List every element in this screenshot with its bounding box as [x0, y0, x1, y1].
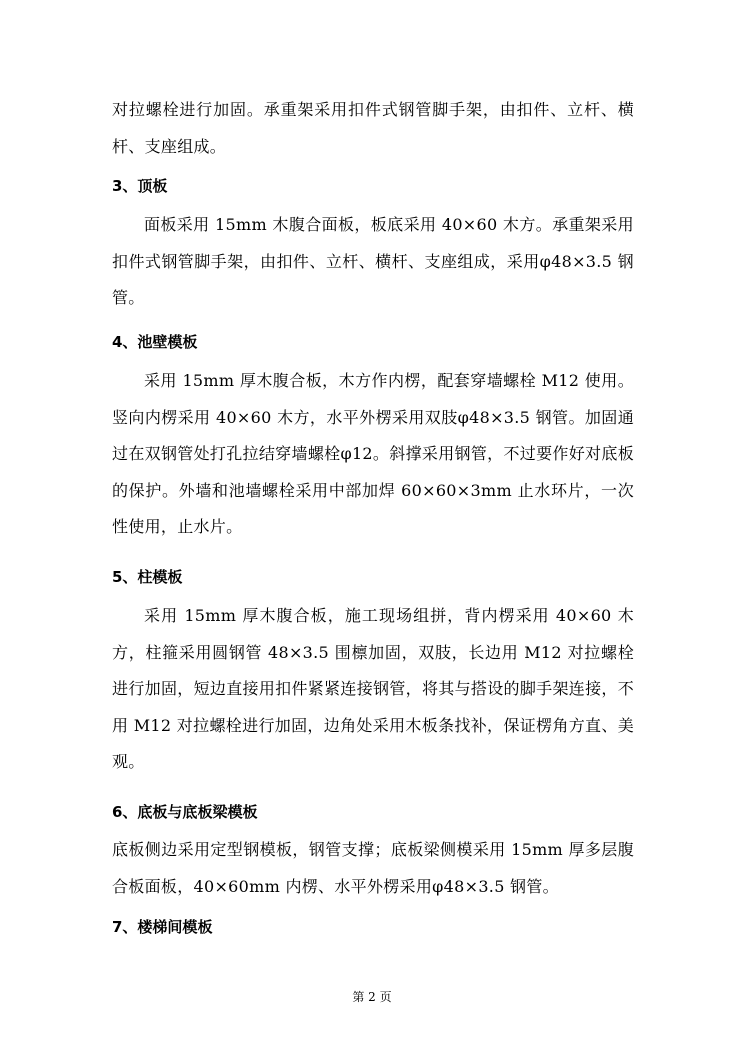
paragraph-text: 面板采用 15mm 木腹合面板，板底采用 40×60 木方。承重架采用扣件式钢管脚手架，由扣件、立杆、横杆、支座组成，采用φ48×3.5 钢管。	[112, 215, 634, 307]
section-heading-5	[112, 567, 634, 587]
paragraph-text: 采用 15mm 厚木腹合板，施工现场组拼，背内楞采用 40×60 木方，柱箍采用圆钢管 48×3.5 围檩加固，双肢，长边用 M12 对拉螺栓进行加固，短边直接用扣件紧紧连接钢管，将其与搭设的脚手架连接，不用 M12 对拉螺栓进行加固，边角处采用木板条找补，保证楞角方直、美观。	[112, 606, 634, 771]
paragraph-text: 对拉螺栓进行加固。承重架采用扣件式钢管脚手架，由扣件、立杆、横杆、支座组成。	[112, 100, 634, 156]
section-body-5	[112, 598, 634, 781]
section-heading-3	[112, 176, 634, 196]
heading-pool-wall-formwork: 4、池壁模板	[112, 333, 198, 351]
heading-top-slab: 3、顶板	[112, 177, 168, 195]
paragraph-text: 采用 15mm 厚木腹合板，木方作内楞，配套穿墙螺栓 M12 使用。竖向内楞采用 40×60 木方，水平外楞采用双肢φ48×3.5 钢管。加固通过在双钢管处打孔拉结穿墙螺栓φ12。斜撑采用钢管，不过要作好对底板的保护。外墙和池墙螺栓采用中部加焊 60×60×3mm 止水环片，一次性使用，止水片。	[112, 371, 634, 536]
section-body-6	[112, 832, 634, 905]
page-number: 第 2 页	[352, 990, 392, 1004]
section-body-4	[112, 363, 634, 546]
heading-column-formwork: 5、柱模板	[112, 568, 183, 586]
paragraph-continuation	[112, 92, 634, 165]
section-heading-4	[112, 332, 634, 352]
section-heading-6	[112, 802, 634, 822]
heading-base-slab-formwork: 6、底板与底板梁模板	[112, 803, 258, 821]
section-heading-7	[112, 917, 634, 937]
section-body-3	[112, 207, 634, 317]
paragraph-text: 底板侧边采用定型钢模板，钢管支撑；底板梁侧模采用 15mm 厚多层腹合板面板，40×60mm 内楞、水平外楞采用φ48×3.5 钢管。	[112, 840, 634, 896]
heading-stairwell-formwork: 7、楼梯间模板	[112, 918, 213, 936]
